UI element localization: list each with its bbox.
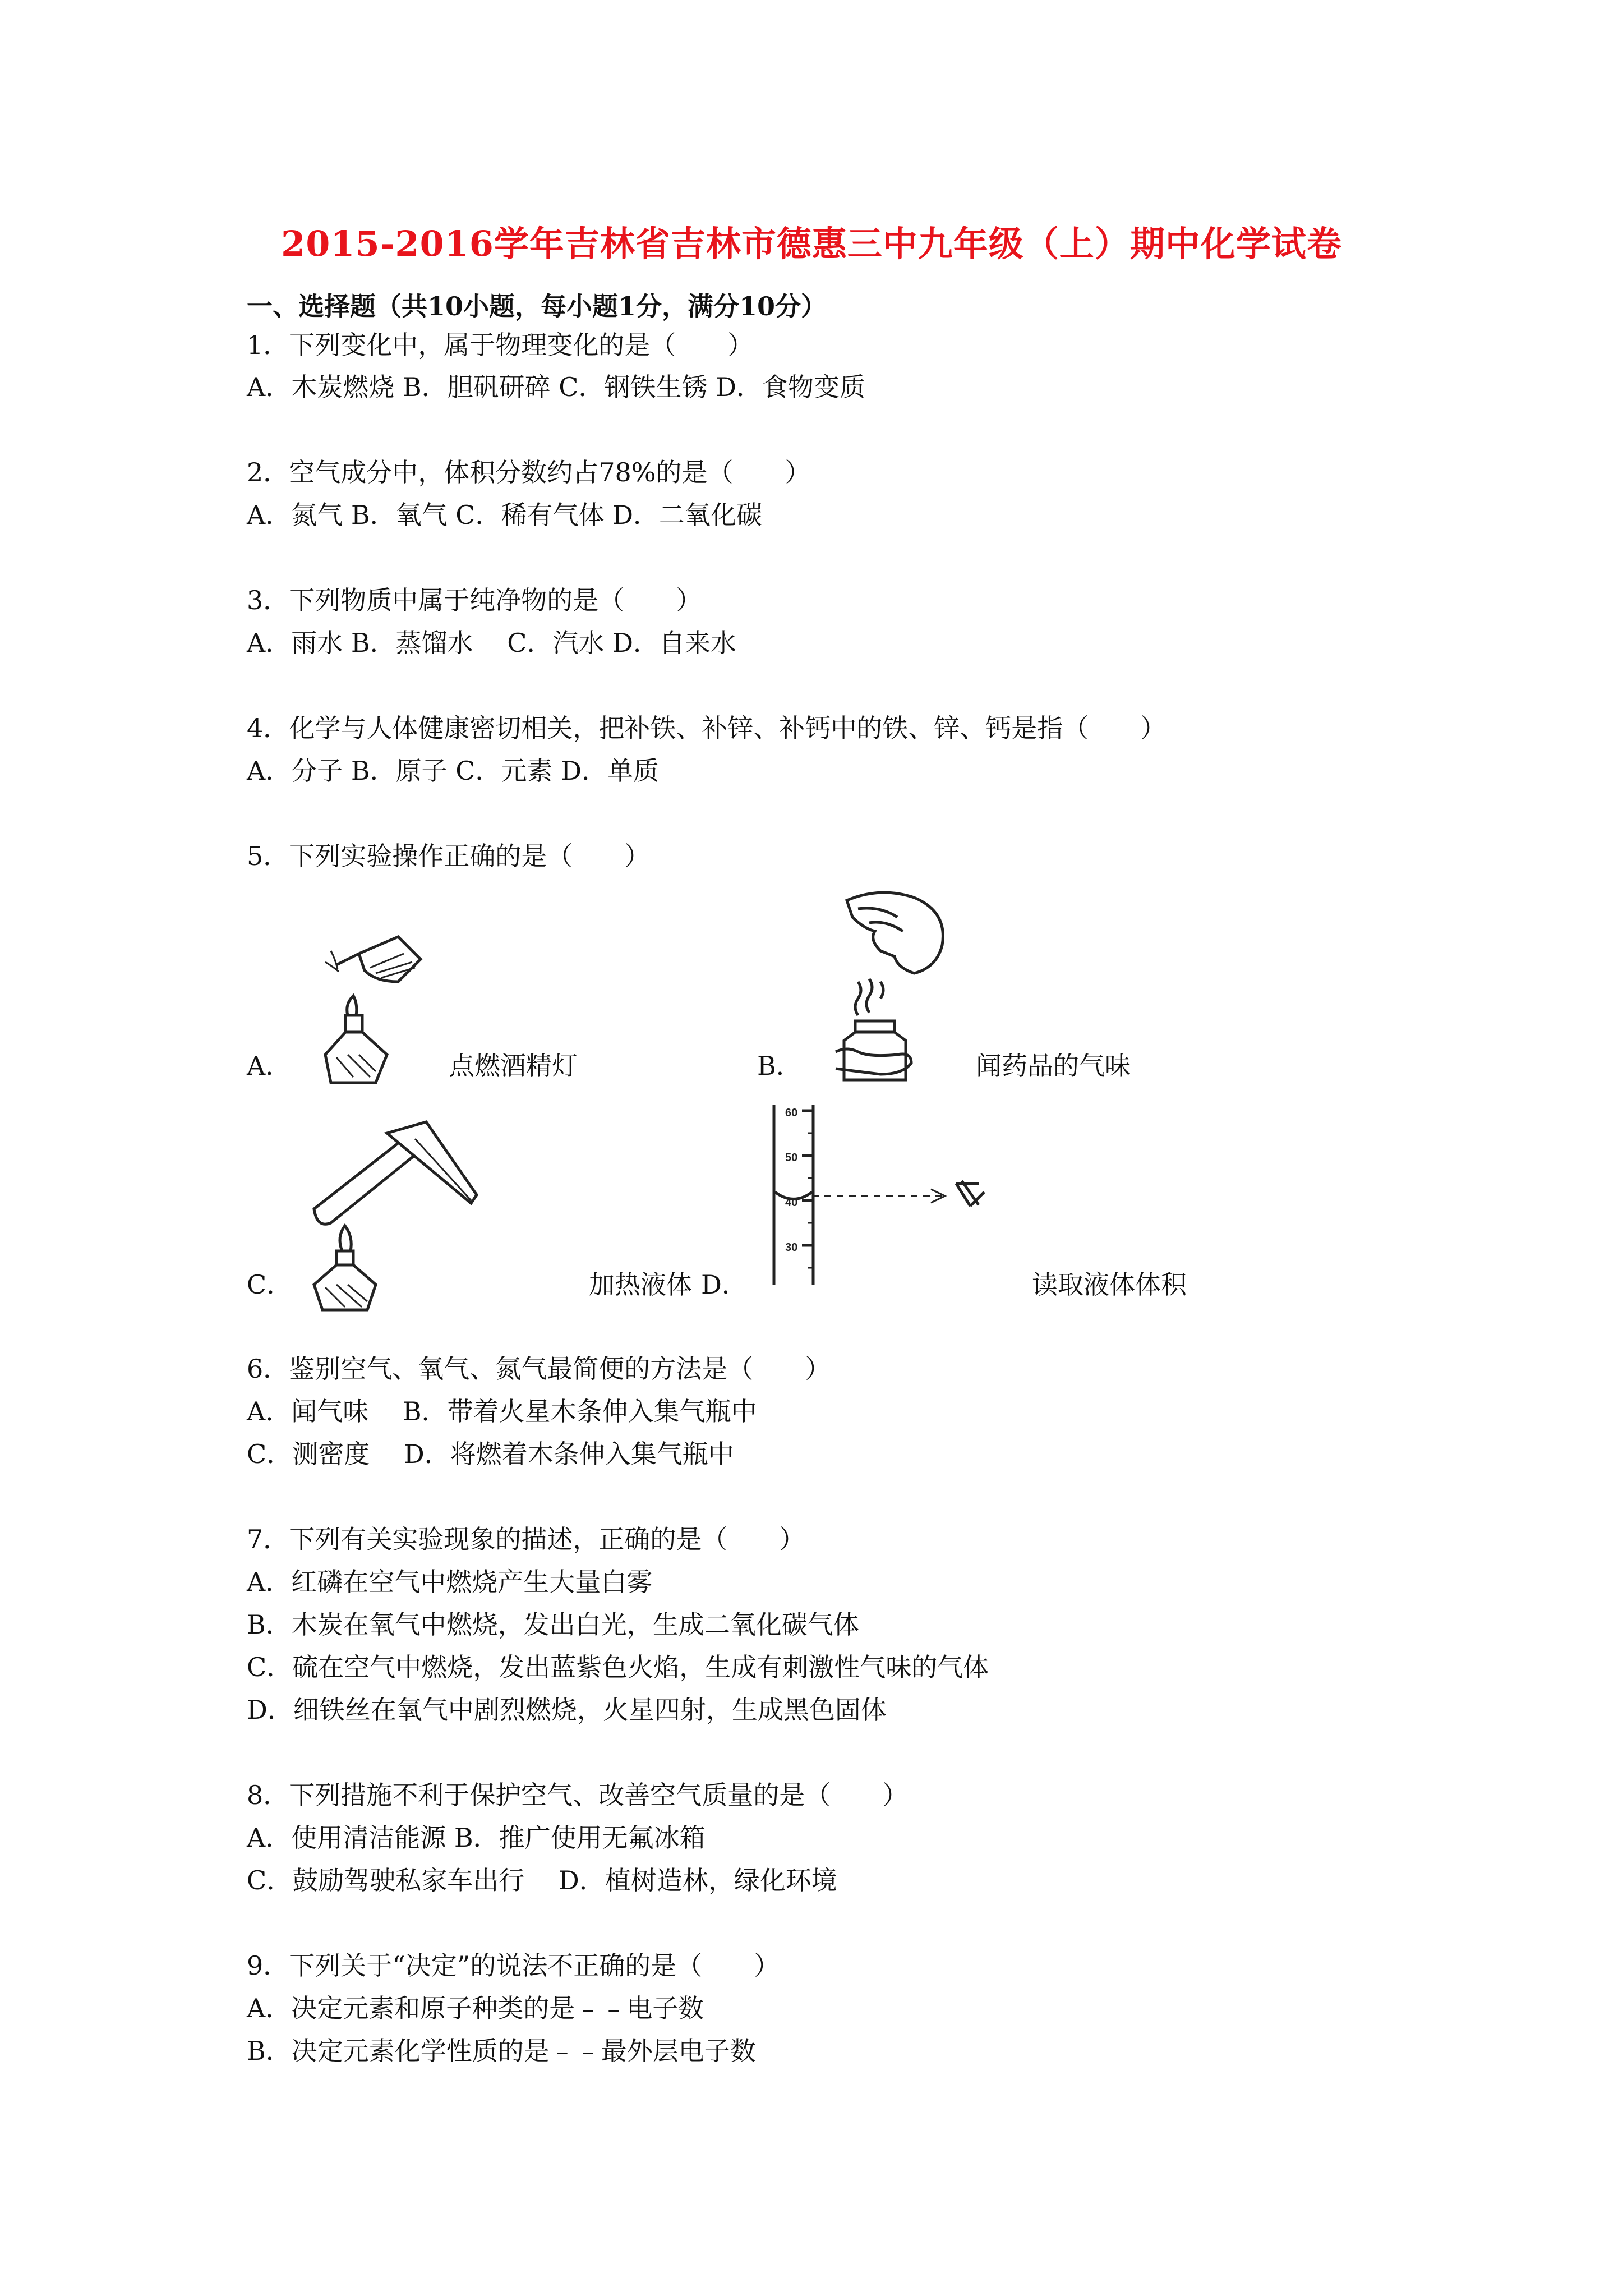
question-8-stem: 8．下列措施不利于保护空气、改善空气质量的是（ ） [247, 1780, 909, 1810]
cylinder-tick-40: 40 [785, 1197, 798, 1209]
question-8-options-1: A．使用清洁能源 B．推广使用无氟冰箱 [247, 1823, 706, 1853]
question-1-options: A．木炭燃烧 B．胆矾研碎 C．钢铁生锈 D．食物变质 [247, 372, 865, 402]
question-4-options: A．分子 B．原子 C．元素 D．单质 [247, 756, 659, 786]
question-7-stem: 7．下列有关实验现象的描述，正确的是（ ） [247, 1524, 805, 1554]
figure-a-label: A． [247, 1051, 292, 1081]
question-5-stem: 5．下列实验操作正确的是（ ） [247, 841, 651, 871]
question-7-option-a: A．红磷在空气中燃烧产生大量白雾 [247, 1567, 653, 1597]
figure-b-smelling [813, 884, 970, 1085]
question-3-options: A．雨水 B．蒸馏水 C．汽水 D．自来水 [247, 628, 736, 658]
figure-d-label: D． [701, 1269, 748, 1300]
question-2-options: A．氮气 B．氧气 C．稀有气体 D．二氧化碳 [247, 500, 762, 530]
figure-a-caption: 点燃酒精灯 [449, 1051, 578, 1081]
question-7-option-b: B．木炭在氧气中燃烧，发出白光，生成二氧化碳气体 [247, 1609, 859, 1640]
question-7-option-c: C．硫在空气中燃烧，发出蓝紫色火焰，生成有刺激性气味的气体 [247, 1652, 989, 1682]
question-1-stem: 1．下列变化中，属于物理变化的是（ ） [247, 330, 754, 360]
question-7-option-d: D．细铁丝在氧气中剧烈燃烧，火星四射，生成黑色固体 [247, 1695, 887, 1725]
question-9-option-a: A．决定元素和原子种类的是﹣﹣电子数 [247, 1993, 704, 2023]
question-2-stem: 2．空气成分中，体积分数约占78%的是（ ） [247, 457, 811, 487]
figure-d-reading-volume [763, 1099, 998, 1307]
question-6-stem: 6．鉴别空气、氧气、氮气最简便的方法是（ ） [247, 1354, 831, 1384]
question-3-stem: 3．下列物质中属于纯净物的是（ ） [247, 585, 702, 615]
figure-c-heating-liquid [292, 1116, 516, 1318]
page-title: 2015-2016学年吉林省吉林市德惠三中九年级（上）期中化学试卷 [281, 223, 1342, 264]
question-6-options-1: A．闻气味 B．带着火星木条伸入集气瓶中 [247, 1396, 757, 1427]
question-6-options-2: C．测密度 D．将燃着木条伸入集气瓶中 [247, 1439, 734, 1469]
figure-c-label: C． [247, 1269, 293, 1300]
figure-b-caption: 闻药品的气味 [976, 1051, 1131, 1081]
cylinder-tick-60: 60 [785, 1107, 798, 1119]
cylinder-tick-50: 50 [785, 1152, 798, 1164]
question-9-stem: 9．下列关于“决定”的说法不正确的是（ ） [247, 1950, 780, 1981]
figure-a-lighting-lamp [292, 920, 437, 1088]
section-heading: 一、选择题（共10小题，每小题1分，满分10分） [247, 291, 827, 321]
question-8-options-2: C．鼓励驾驶私家车出行 D．植树造林，绿化环境 [247, 1865, 837, 1895]
question-4-stem: 4．化学与人体健康密切相关，把补铁、补锌、补钙中的铁、锌、钙是指（ ） [247, 713, 1166, 743]
question-9-option-b: B．决定元素化学性质的是﹣﹣最外层电子数 [247, 2036, 756, 2066]
figure-c-caption: 加热液体 [589, 1269, 692, 1300]
figure-b-label: B． [757, 1051, 802, 1081]
cylinder-tick-30: 30 [785, 1241, 798, 1254]
figure-d-caption: 读取液体体积 [1032, 1269, 1187, 1300]
